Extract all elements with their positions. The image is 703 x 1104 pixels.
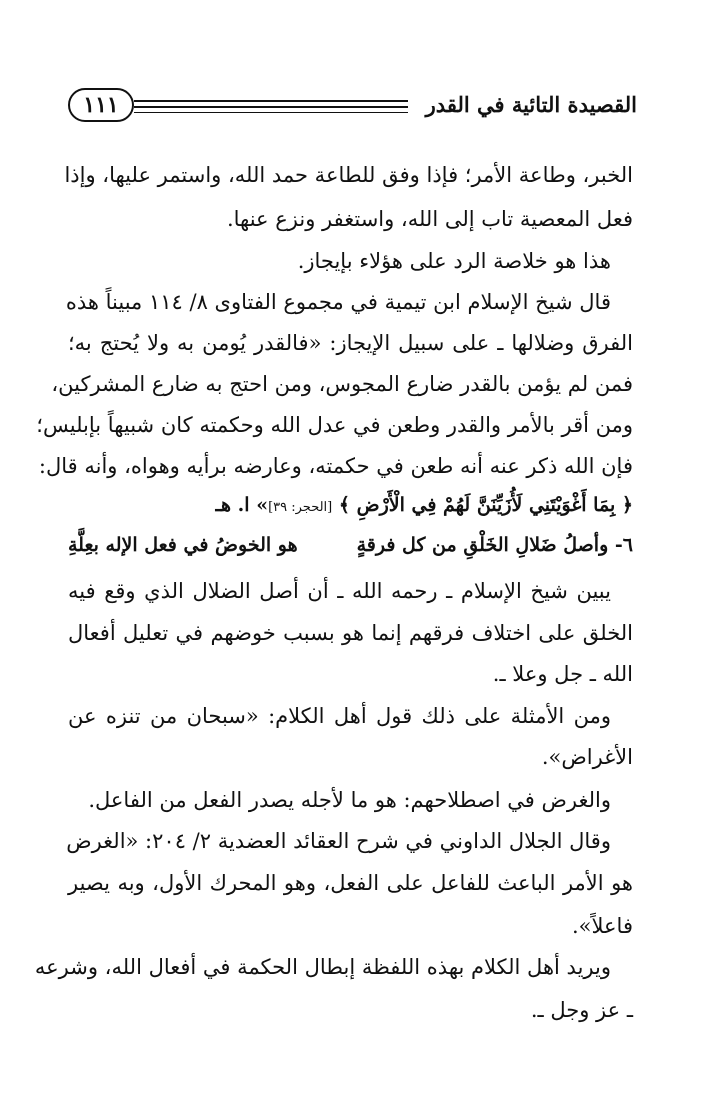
text-line: هذا هو خلاصة الرد على هؤلاء بإيجاز. (297, 249, 611, 273)
text-line: قال شيخ الإسلام ابن تيمية في مجموع الفتاوى ٨/ ١١٤ مبيناً هذه (65, 290, 611, 314)
quran-reference: [الحجر: ٣٩] (268, 500, 333, 515)
text-line: الأغراض». (541, 745, 633, 769)
text-line: يبين شيخ الإسلام ـ رحمه الله ـ أن أصل الضلال الذي وقع فيه (68, 579, 611, 603)
text-line: هو الأمر الباعث للفاعل على الفعل، وهو المحرك الأول، وبه يصير (68, 871, 633, 895)
running-header (68, 88, 637, 128)
text-line: فإن الله ذكر عنه أنه طعن في حكمته، وعارضه برأيه وهواه، وأنه قال: (38, 454, 633, 478)
header-rule (134, 100, 408, 102)
quran-quote (68, 488, 633, 525)
text-line: فمن لم يؤمن بالقدر ضارع المجوس، ومن احتج به ضارع المشركين، (51, 372, 633, 396)
quran-verse: ﴿ بِمَا أَغْوَيْتَنِي لَأُزَيِّنَنَّ لَهُمْ فِي الْأَرْضِ ﴾ (338, 494, 633, 516)
text-line: الخلق على اختلاف فرقهم إنما هو بسبب خوضهم في تعليل أفعال (68, 621, 633, 645)
quote-tail: » ا. هـ (215, 494, 269, 516)
text-line: وقال الجلال الداوني في شرح العقائد العضدية ٢/ ٢٠٤: «الغرض (66, 829, 611, 853)
text-line: ـ عز وجل ـ. (530, 998, 633, 1022)
text-line: فعل المعصية تاب إلى الله، واستغفر ونزع عنها. (226, 207, 633, 231)
text-line: الله ـ جل وعلا ـ. (492, 662, 633, 686)
header-rule (134, 112, 408, 113)
text-line: الفرق وضلالها ـ على سبيل الإيجاز: «فالقدر يُومن به ولا يُحتج به؛ (68, 331, 633, 355)
header-title: القصيدة التائية في القدر (425, 92, 637, 117)
text-line: ويريد أهل الكلام بهذه اللفظة إبطال الحكمة في أفعال الله، وشرعه (34, 955, 611, 979)
page-number: ١١١ (68, 88, 134, 122)
text-line: ومن أقر بالأمر والقدر وطعن في عدل الله وحكمته كان شبيهاً بإبليس؛ (36, 413, 633, 437)
verse-second-half: هو الخوضُ في فعل الإله بعِلَّةِ (68, 534, 298, 556)
text-line: فاعلاً». (571, 914, 633, 938)
text-line: ومن الأمثلة على ذلك قول أهل الكلام: «سبحان من تنزه عن (68, 704, 611, 728)
text-line: الخبر، وطاعة الأمر؛ فإذا وفق للطاعة حمد الله، واستمر عليها، وإذا (64, 163, 633, 187)
text-line: والغرض في اصطلاحهم: هو ما لأجله يصدر الفعل من الفاعل. (88, 788, 611, 812)
verse-first-half: ٦- وأصلُ ضَلالِ الخَلْقِ من كل فرقةٍ (356, 534, 633, 556)
header-rule (134, 106, 408, 108)
